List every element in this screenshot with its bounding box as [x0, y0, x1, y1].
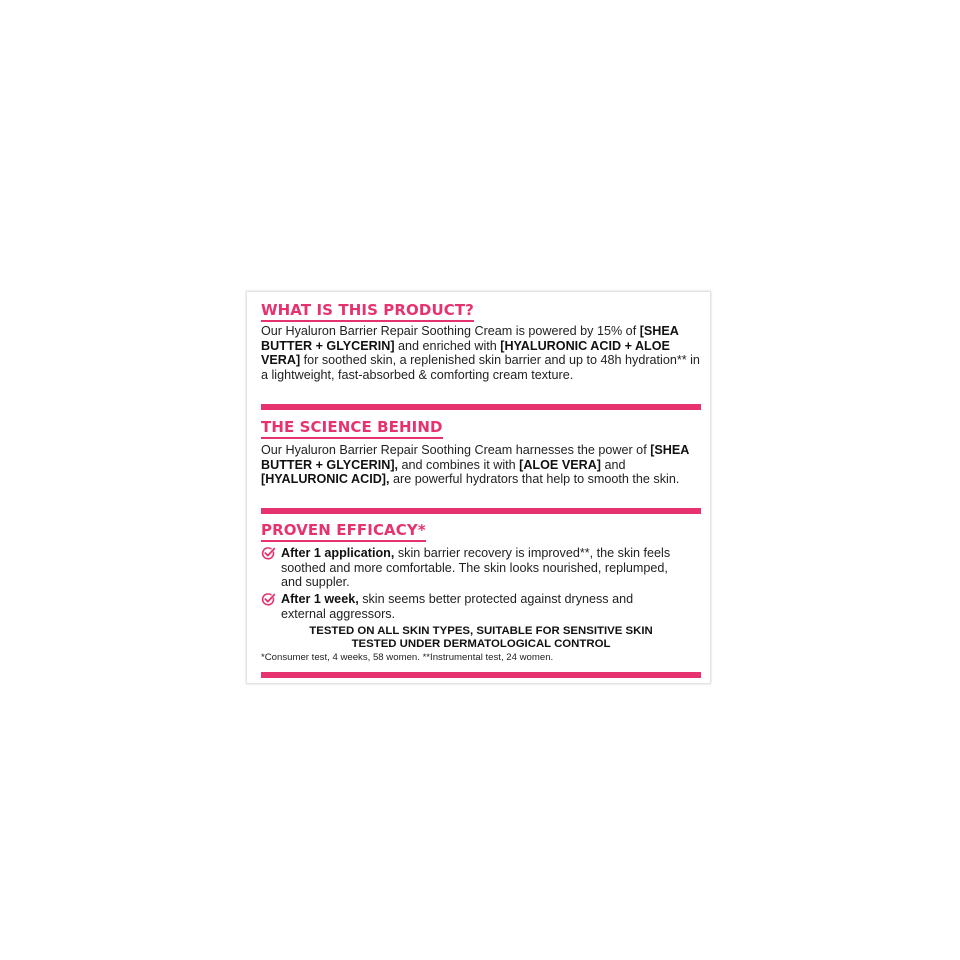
description-text: Our Hyaluron Barrier Repair Soothing Cream harnesses the power of	[261, 443, 651, 457]
claim-timeframe: After 1 week,	[281, 592, 359, 606]
description-text: and enriched with	[394, 338, 501, 353]
description-text: and	[601, 457, 626, 472]
product-description	[261, 324, 701, 382]
ingredient-highlight: [HYALURONIC ACID],	[261, 472, 390, 487]
description-text: are powerful hydrators that help to smooth the skin.	[389, 472, 680, 487]
description-text: for soothed skin, a replenished skin barrier and up to 48h hydration** in a lightweight, fast-absorbed & comforting cream texture.	[261, 353, 700, 382]
tested-line-skin-types: TESTED ON ALL SKIN TYPES, SUITABLE FOR SENSITIVE SKIN	[309, 625, 653, 637]
claim-timeframe: After 1 application,	[281, 546, 395, 560]
ingredient-highlight: [HYALURONIC ACID + ALOE VERA]	[261, 338, 670, 368]
claim-description: skin barrier recovery is improved**, the skin feels soothed and more comfortable. The skin looks nourished, replumped, and suppler.	[281, 546, 671, 590]
section-divider	[261, 672, 701, 678]
testing-statement	[261, 625, 701, 650]
tested-line-dermatological: TESTED UNDER DERMATOLOGICAL CONTROL	[351, 637, 611, 650]
description-text: and combines it with	[398, 457, 520, 472]
claim-description: skin seems better protected against dryness and external aggressors.	[281, 592, 634, 621]
check-circle-icon	[261, 546, 276, 561]
ingredient-highlight: [SHEA BUTTER + GLYCERIN]	[261, 324, 679, 353]
footnote: *Consumer test, 4 weeks, 58 women. **Instrumental test, 24 women.	[261, 652, 554, 663]
efficacy-claim	[261, 546, 701, 591]
section-divider	[261, 508, 701, 514]
ingredient-highlight: [ALOE VERA]	[519, 457, 601, 472]
product-info-panel	[246, 291, 711, 684]
ingredient-highlight: [SHEA BUTTER + GLYCERIN],	[261, 443, 689, 472]
check-circle-icon	[261, 592, 276, 607]
section-heading-proven-efficacy: PROVEN EFFICACY*	[261, 521, 426, 542]
section-heading-science-behind: THE SCIENCE BEHIND	[261, 418, 443, 439]
efficacy-claim	[261, 592, 701, 622]
description-text: Our Hyaluron Barrier Repair Soothing Cream is powered by 15% of	[261, 324, 640, 338]
section-heading-what-is-this-product: WHAT IS THIS PRODUCT?	[261, 301, 474, 322]
section-divider	[261, 404, 701, 410]
claim-text	[281, 592, 681, 621]
claim-text	[281, 546, 681, 590]
science-description	[261, 443, 701, 487]
